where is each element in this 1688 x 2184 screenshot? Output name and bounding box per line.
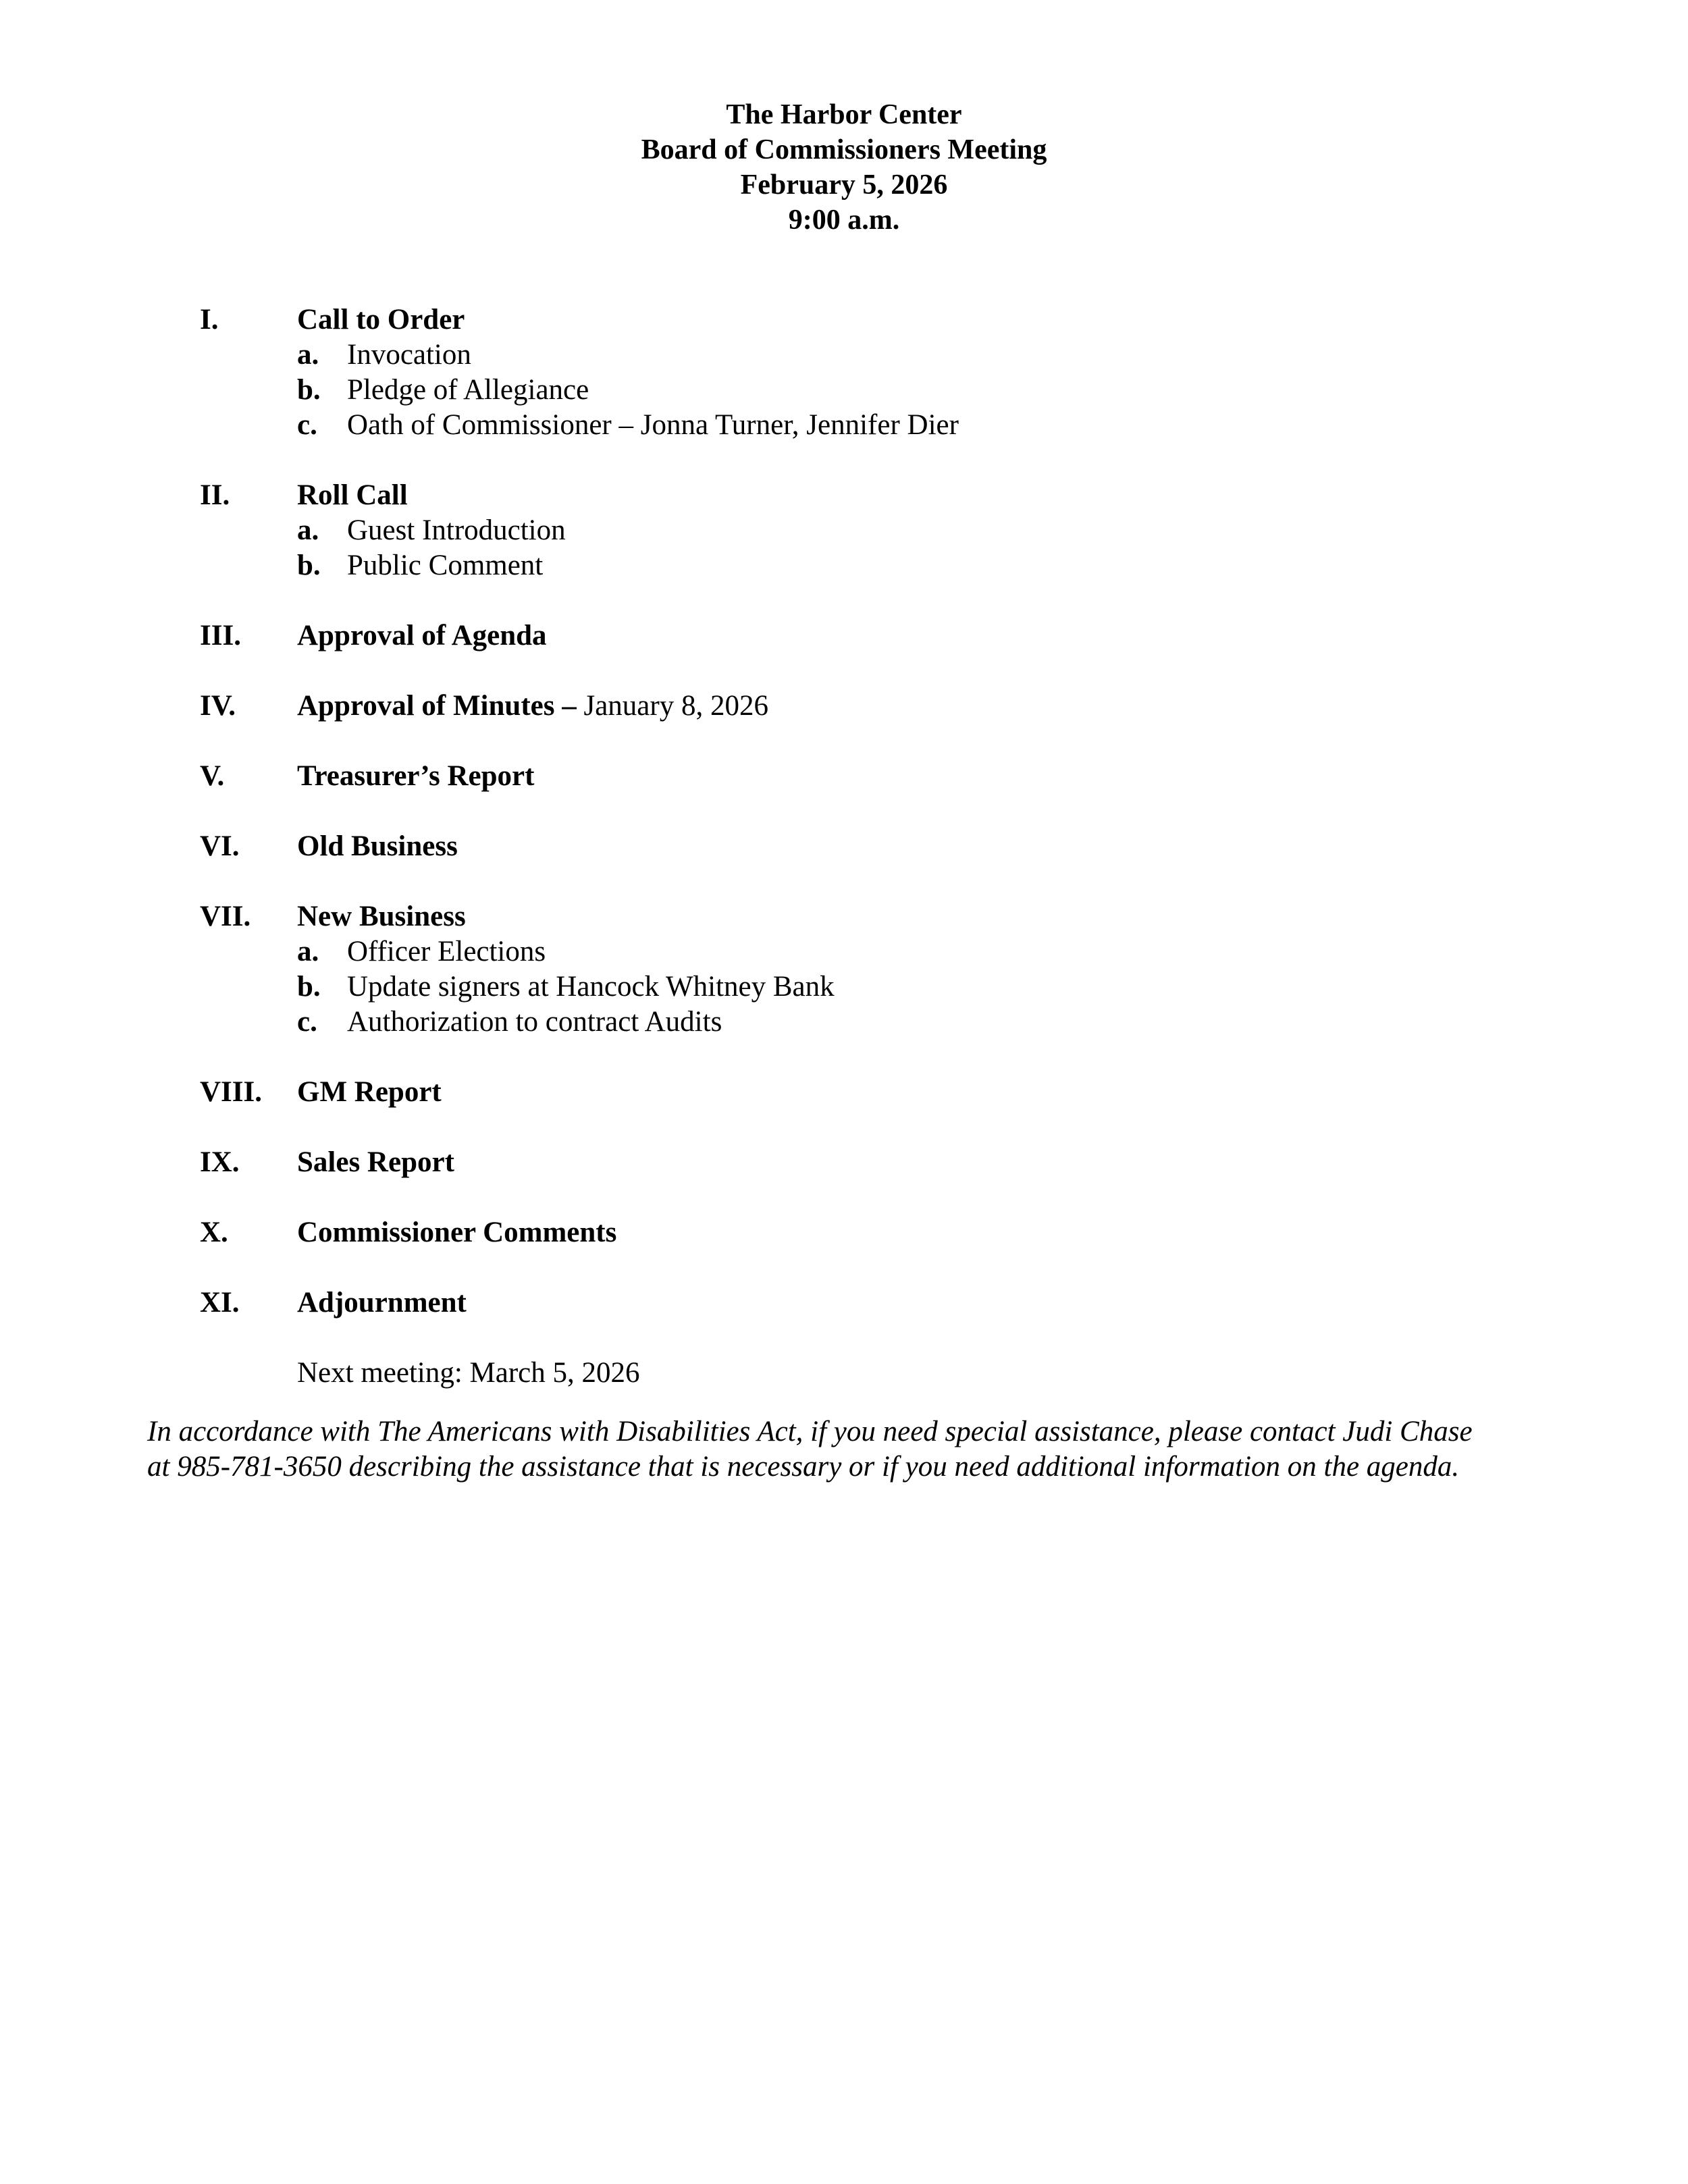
meeting-date: February 5, 2026 <box>740 169 948 201</box>
subitem-text: Officer Elections <box>347 936 546 967</box>
section-title: GM Report <box>297 1076 442 1108</box>
notice-line-1: In accordance with The Americans with Disabilities Act, if you need special assistance, please contact Judi Chase <box>147 1416 1473 1447</box>
agenda-section-new-business <box>0 899 1688 1040</box>
section-numeral: I. <box>200 304 219 336</box>
subitem-text: Pledge of Allegiance <box>347 374 589 406</box>
subitem-letter: a. <box>297 339 319 371</box>
subitem-letter: a. <box>297 936 319 967</box>
agenda-section-commissioner-comments <box>0 1215 1688 1250</box>
subitem-letter: b. <box>297 971 321 1003</box>
section-numeral: IV. <box>200 690 236 722</box>
agenda-subitem <box>0 373 1688 408</box>
minutes-date: January 8, 2026 <box>576 690 768 722</box>
agenda-section-sales-report <box>0 1145 1688 1180</box>
section-numeral: VIII. <box>200 1076 263 1108</box>
agenda-subitem <box>0 969 1688 1005</box>
section-title: Call to Order <box>297 304 465 336</box>
document-header <box>0 97 1688 238</box>
subitem-text: Invocation <box>347 339 471 371</box>
agenda-section-approval-of-minutes <box>0 689 1688 724</box>
agenda-section-adjournment <box>0 1285 1688 1321</box>
section-numeral: VII. <box>200 901 251 932</box>
agenda-subitem <box>0 1005 1688 1040</box>
subitem-text: Authorization to contract Audits <box>347 1006 722 1038</box>
section-title: Old Business <box>297 830 458 862</box>
organization-name: The Harbor Center <box>726 99 962 130</box>
section-title: New Business <box>297 901 466 932</box>
agenda-section-old-business <box>0 829 1688 864</box>
next-meeting: Next meeting: March 5, 2026 <box>297 1357 640 1389</box>
subitem-letter: b. <box>297 374 321 406</box>
section-title: Approval of Agenda <box>297 620 547 651</box>
subitem-letter: c. <box>297 1006 317 1038</box>
agenda-section-gm-report <box>0 1075 1688 1110</box>
section-title: Approval of Minutes – January 8, 2026 <box>297 690 768 722</box>
section-title: Commissioner Comments <box>297 1217 617 1248</box>
section-numeral: II. <box>200 479 230 511</box>
subitem-letter: b. <box>297 550 321 581</box>
agenda-section-approval-of-agenda <box>0 618 1688 654</box>
agenda-subitem <box>0 934 1688 969</box>
section-title: Roll Call <box>297 479 408 511</box>
section-numeral: III. <box>200 620 241 651</box>
subitem-text: Public Comment <box>347 550 544 581</box>
section-title: Adjournment <box>297 1287 467 1319</box>
section-numeral: VI. <box>200 830 240 862</box>
section-title: Sales Report <box>297 1146 454 1178</box>
meeting-time: 9:00 a.m. <box>788 205 900 236</box>
subitem-text: Guest Introduction <box>347 514 566 546</box>
subitem-letter: c. <box>297 409 317 441</box>
agenda-section-call-to-order <box>0 302 1688 443</box>
agenda-section-treasurers-report <box>0 759 1688 794</box>
agenda-subitem <box>0 548 1688 583</box>
meeting-title: Board of Commissioners Meeting <box>641 134 1047 165</box>
subitem-letter: a. <box>297 514 319 546</box>
agenda-subitem <box>0 408 1688 443</box>
notice-line-2: at 985-781-3650 describing the assistance that is necessary or if you need additional information on the agenda. <box>147 1451 1460 1483</box>
section-numeral: XI. <box>200 1287 240 1319</box>
section-numeral: X. <box>200 1217 228 1248</box>
subitem-text: Update signers at Hancock Whitney Bank <box>347 971 835 1003</box>
agenda-section-roll-call <box>0 478 1688 583</box>
agenda-subitem <box>0 513 1688 548</box>
agenda-subitem <box>0 338 1688 373</box>
ada-notice <box>147 1414 1558 1485</box>
section-title: Treasurer’s Report <box>297 760 535 792</box>
section-numeral: IX. <box>200 1146 240 1178</box>
subitem-text: Oath of Commissioner – Jonna Turner, Jennifer Dier <box>347 409 959 441</box>
agenda-list <box>0 302 1688 1391</box>
section-numeral: V. <box>200 760 225 792</box>
